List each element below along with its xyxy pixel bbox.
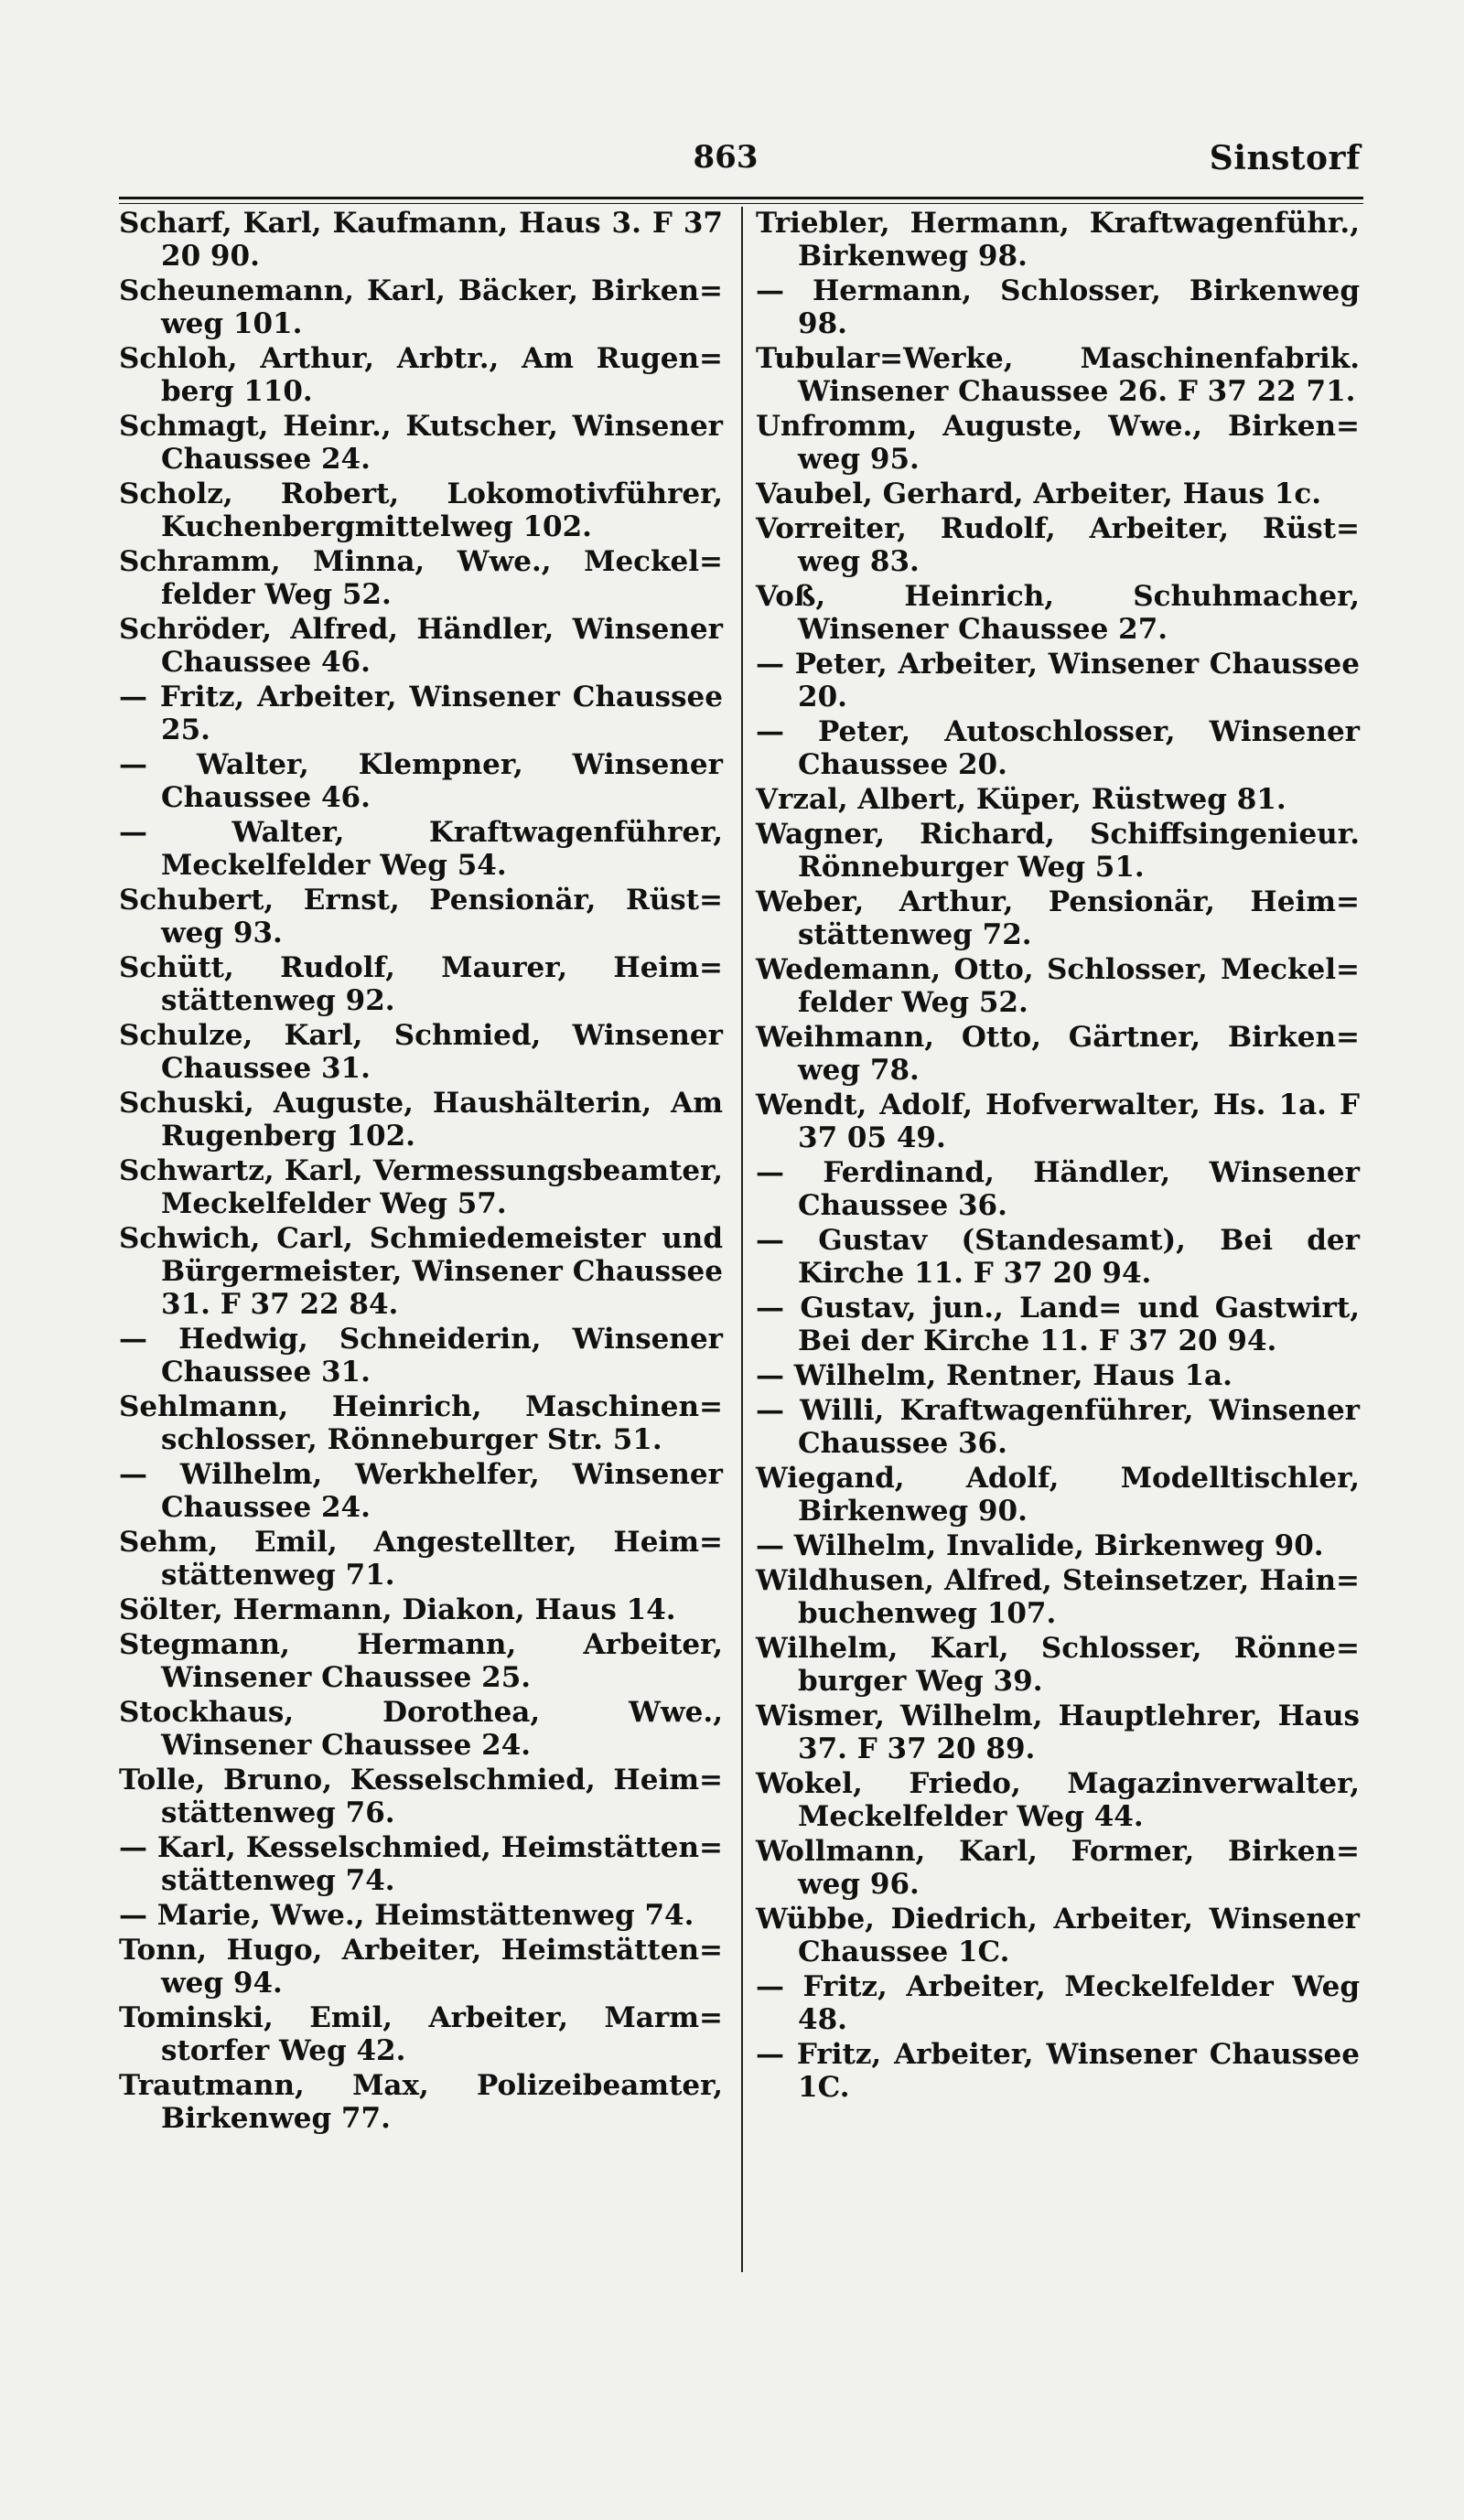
directory-entry: Wiegand, Adolf, Modelltischler, Birkenweg 90.	[756, 1462, 1360, 1528]
directory-entry: — Peter, Arbeiter, Winsener Chaussee 20.	[756, 648, 1360, 713]
directory-entry: — Wilhelm, Invalide, Birkenweg 90.	[756, 1529, 1324, 1562]
directory-entry: Schloh, Arthur, Arbtr., Am Rugen= berg 110.	[119, 342, 723, 408]
directory-entry: Tonn, Hugo, Arbeiter, Heimstätten= weg 94.	[119, 1934, 723, 2000]
directory-entry: — Ferdinand, Händler, Winsener Chaussee 36.	[756, 1156, 1360, 1222]
directory-entry: — Walter, Klempner, Winsener Chaussee 46.	[119, 748, 723, 814]
directory-entry: Wilhelm, Karl, Schlosser, Rönne= burger Weg 39.	[756, 1632, 1360, 1698]
directory-entry: Wildhusen, Alfred, Steinsetzer, Hain= buchenweg 107.	[756, 1564, 1360, 1630]
directory-entry: — Walter, Kraftwagenführer, Meckelfelder Weg 54.	[119, 816, 723, 882]
page-number: 863	[693, 139, 759, 176]
directory-entry: Triebler, Hermann, Kraftwagenführ., Birkenweg 98.	[756, 207, 1360, 273]
directory-entry: — Gustav (Standesamt), Bei der Kirche 11. F 37 20 94.	[756, 1224, 1360, 1290]
directory-entry: Voß, Heinrich, Schuhmacher, Winsener Chaussee 27.	[756, 580, 1360, 646]
directory-entry: — Wilhelm, Rentner, Haus 1a.	[756, 1359, 1233, 1392]
directory-entry: Sölter, Hermann, Diakon, Haus 14.	[119, 1593, 676, 1626]
directory-entry: Stockhaus, Dorothea, Wwe., Winsener Chaussee 24.	[119, 1696, 723, 1762]
directory-entry: Schütt, Rudolf, Maurer, Heim= stättenweg 92.	[119, 951, 723, 1017]
header-rule-thin	[119, 203, 1363, 204]
directory-entry: Sehm, Emil, Angestellter, Heim= stättenweg 71.	[119, 1526, 723, 1592]
directory-entry: Weihmann, Otto, Gärtner, Birken= weg 78.	[756, 1021, 1360, 1087]
directory-entry: Vaubel, Gerhard, Arbeiter, Haus 1c.	[756, 477, 1322, 510]
directory-entry: Schubert, Ernst, Pensionär, Rüst= weg 93.	[119, 884, 723, 949]
directory-entry: Wokel, Friedo, Magazinverwalter, Meckelfelder Weg 44.	[756, 1767, 1360, 1833]
directory-entry: Schramm, Minna, Wwe., Meckel= felder Weg 52.	[119, 545, 723, 611]
directory-entry: Stegmann, Hermann, Arbeiter, Winsener Chaussee 25.	[119, 1628, 723, 1694]
directory-entry: Weber, Arthur, Pensionär, Heim= stättenweg 72.	[756, 885, 1360, 951]
directory-entry: — Peter, Autoschlosser, Winsener Chaussee 20.	[756, 715, 1360, 781]
column-divider	[741, 207, 743, 2272]
directory-entry: Trautmann, Max, Polizeibeamter, Birkenweg 77.	[119, 2069, 723, 2135]
directory-entry: — Fritz, Arbeiter, Winsener Chaussee 1C.	[756, 2038, 1360, 2104]
left-column	[119, 207, 723, 2137]
directory-entry: Tominski, Emil, Arbeiter, Marm= storfer Weg 42.	[119, 2001, 723, 2067]
directory-entry: Tolle, Bruno, Kesselschmied, Heim= stättenweg 76.	[119, 1764, 723, 1829]
directory-entry: — Fritz, Arbeiter, Meckelfelder Weg 48.	[756, 1970, 1360, 2036]
directory-entry: Schröder, Alfred, Händler, Winsener Chaussee 46.	[119, 613, 723, 679]
directory-entry: Vorreiter, Rudolf, Arbeiter, Rüst= weg 83.	[756, 512, 1360, 578]
directory-entry: — Willi, Kraftwagenführer, Winsener Chaussee 36.	[756, 1394, 1360, 1460]
directory-entry: Schwartz, Karl, Vermessungsbeamter, Meckelfelder Weg 57.	[119, 1154, 723, 1220]
directory-entry: — Karl, Kesselschmied, Heimstätten= stättenweg 74.	[119, 1831, 723, 1897]
directory-entry: — Wilhelm, Werkhelfer, Winsener Chaussee 24.	[119, 1458, 723, 1524]
directory-entry: Scheunemann, Karl, Bäcker, Birken= weg 101.	[119, 274, 723, 340]
directory-entry: Vrzal, Albert, Küper, Rüstweg 81.	[756, 783, 1286, 816]
directory-entry: Schuski, Auguste, Haushälterin, Am Rugenberg 102.	[119, 1087, 723, 1153]
directory-entry: — Marie, Wwe., Heimstättenweg 74.	[119, 1899, 694, 1932]
directory-entry: Scholz, Robert, Lokomotivführer, Kuchenbergmittelweg 102.	[119, 477, 723, 543]
directory-entry: Wollmann, Karl, Former, Birken= weg 96.	[756, 1835, 1360, 1901]
running-head: Sinstorf	[1209, 139, 1361, 177]
directory-entry: Wübbe, Diedrich, Arbeiter, Winsener Chaussee 1C.	[756, 1903, 1360, 1968]
directory-entry: Wagner, Richard, Schiffsingenieur. Rönneburger Weg 51.	[756, 818, 1360, 884]
directory-entry: Sehlmann, Heinrich, Maschinen= schlosser, Rönneburger Str. 51.	[119, 1390, 723, 1456]
directory-entry: Wismer, Wilhelm, Hauptlehrer, Haus 37. F 37 20 89.	[756, 1700, 1360, 1765]
header-rule	[119, 197, 1363, 199]
directory-entry: Schulze, Karl, Schmied, Winsener Chaussee 31.	[119, 1019, 723, 1085]
directory-entry: Wedemann, Otto, Schlosser, Meckel= felder Weg 52.	[756, 953, 1360, 1019]
directory-entry: Wendt, Adolf, Hofverwalter, Hs. 1a. F 37 05 49.	[756, 1088, 1360, 1154]
directory-entry: Schwich, Carl, Schmiedemeister und Bürgermeister, Winsener Chaussee 31. F 37 22 84.	[119, 1222, 723, 1321]
directory-entry: — Hedwig, Schneiderin, Winsener Chaussee 31.	[119, 1323, 723, 1389]
directory-entry: — Hermann, Schlosser, Birkenweg 98.	[756, 274, 1360, 340]
directory-entry: Schmagt, Heinr., Kutscher, Winsener Chaussee 24.	[119, 410, 723, 476]
right-column	[756, 207, 1360, 2106]
directory-entry: Scharf, Karl, Kaufmann, Haus 3. F 37 20 90.	[119, 207, 723, 273]
directory-entry: Tubular=Werke, Maschinenfabrik. Winsener Chaussee 26. F 37 22 71.	[756, 342, 1360, 408]
directory-entry: — Fritz, Arbeiter, Winsener Chaussee 25.	[119, 681, 723, 746]
directory-entry: — Gustav, jun., Land= und Gastwirt, Bei der Kirche 11. F 37 20 94.	[756, 1292, 1360, 1357]
directory-entry: Unfromm, Auguste, Wwe., Birken= weg 95.	[756, 410, 1360, 476]
